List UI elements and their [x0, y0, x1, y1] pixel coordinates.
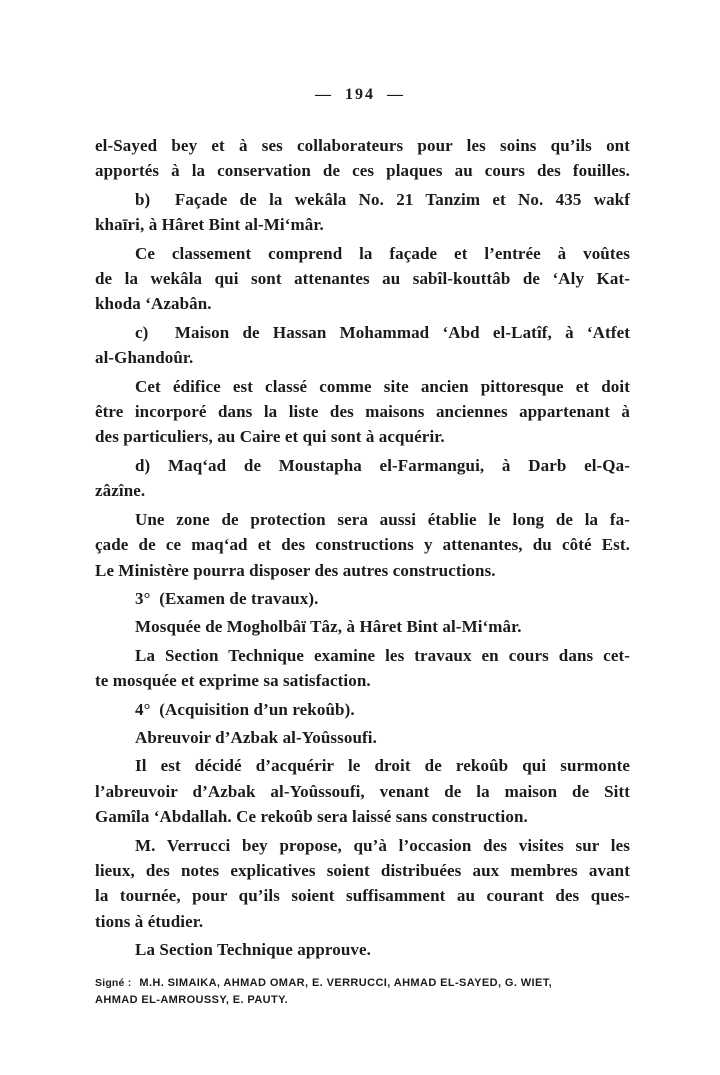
text-line: des particuliers, au Caire et qui sont à acquérir. [95, 427, 445, 447]
signature-line [95, 975, 630, 992]
text-line: être incorporé dans la liste des maisons anciennes appartenant à [95, 402, 630, 422]
page-body [95, 133, 630, 1009]
text-line: Ce classement comprend la façade et l’entrée à voûtes [135, 243, 630, 263]
text-line: tions à étudier. [95, 911, 204, 931]
text-line: apportés à la conservation de ces plaques au cours des fouilles. [95, 161, 630, 181]
signature-block [95, 975, 630, 1009]
text-line: al-Ghandoûr. [95, 348, 194, 368]
text-line: la tournée, pour qu’ils soient suffisamment au courant des ques- [95, 886, 630, 906]
text-line: l’abreuvoir d’Azbak al-Yoûssoufi, venant de la maison de Sitt [95, 781, 630, 801]
text-line: lieux, des notes explicatives soient distribuées aux membres avant [95, 860, 630, 880]
text-line: çade de ce maq‘ad et des constructions y attenantes, du côté Est. [95, 535, 630, 555]
text-line: khoda ‘Azabân. [95, 294, 212, 314]
text-line: Une zone de protection sera aussi établie le long de la fa- [135, 509, 630, 529]
text-line: d) Maq‘ad de Moustapha el-Farmangui, à Darb el-Qa- [135, 455, 630, 475]
text-line: La Section Technique approuve. [135, 940, 372, 960]
text-line: te mosquée et exprime sa satisfaction. [95, 671, 371, 691]
text-line: b) Façade de la wekâla No. 21 Tanzim et No. 435 wakf [135, 189, 630, 209]
text-line: Cet édifice est classé comme site ancien pittoresque et doit [135, 376, 630, 396]
text-line: Il est décidé d’acquérir le droit de rekoûb qui surmonte [135, 756, 630, 776]
text-line: el-Sayed bey et à ses collaborateurs pour les soins qu’ils ont [95, 136, 630, 155]
text-line: Le Ministère pourra disposer des autres constructions. [95, 560, 496, 580]
text-line: zâzîne. [95, 481, 146, 501]
text-line: de la wekâla qui sont attenantes au sabîl-kouttâb de ‘Aly Kat- [95, 269, 630, 289]
text-line: Abreuvoir d’Azbak al-Yoûssoufi. [135, 727, 377, 747]
signature-names-2: AHMAD EL-AMROUSSY, E. PAUTY. [95, 993, 289, 1006]
text-lines [95, 133, 630, 963]
text-line: La Section Technique examine les travaux en cours dans cet- [135, 645, 630, 665]
text-line: Mosquée de Mogholbâï Tâz, à Hâret Bint al-Mi‘mâr. [135, 617, 522, 637]
signature-label: Signé : [95, 976, 132, 989]
text-line: c) Maison de Hassan Mohammad ‘Abd el-Latîf, à ‘Atfet [135, 322, 630, 342]
text-line: Gamîla ‘Abdallah. Ce rekoûb sera laissé sans construction. [95, 807, 528, 827]
text-line: 3° (Examen de travaux). [135, 588, 319, 608]
text-line: 4° (Acquisition d’un rekoûb). [135, 699, 355, 719]
text-line: khaīri, à Hâret Bint al-Mi‘mâr. [95, 215, 324, 235]
signature-names-1: M.H. SIMAIKA, AHMAD OMAR, E. VERRUCCI, AHMAD EL-SAYED, G. WIET, [139, 976, 553, 989]
page-number: — 194 — [315, 86, 405, 103]
signature-line [95, 992, 630, 1009]
text-line: M. Verrucci bey propose, qu’à l’occasion des visites sur les [135, 835, 630, 855]
